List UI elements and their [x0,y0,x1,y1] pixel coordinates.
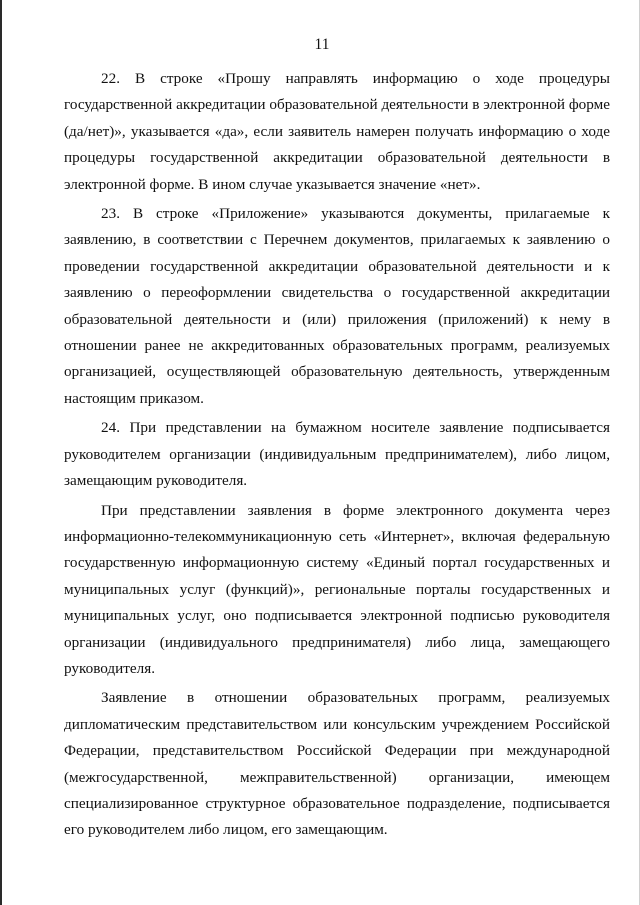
paragraph-24: 24. При представлении на бумажном носителе заявление подписывается руководителем организации (индивидуальным предпринимателем), либо лицом, замещающим руководителя. [64,419,610,490]
paragraph-electronic-signature: При представлении заявления в форме электронного документа через информационно-телекоммуникационную сеть «Интернет», включая федеральную государственную информационную систему «Единый портал государственных и муниципальных услуг (функций)», региональные порталы государственных и муниципальных услуг, оно подписывается электронной подписью руководителя организации (индивидуального предпринимателя) либо лица, замещающего руководителя. [64,501,610,677]
paragraph-diplomatic-representation: Заявление в отношении образовательных программ, реализуемых дипломатическим представительством или консульским учреждением Российской Федерации, представительством Российской Федерации при международной (межгосударственной, межправительственной) организации, имеющем специализированное структурное образовательное подразделение, подписывается его руководителем либо лицом, его замещающим. [64,689,610,839]
page-number: 11 [314,36,330,53]
paragraph-23: 23. В строке «Приложение» указываются документы, прилагаемые к заявлению, в соответствии с Перечнем документов, прилагаемых к заявлению о проведении государственной аккредитации образовательной деятельности и к заявлению о переоформлении свидетельства о государственной аккредитации образовательной деятельности и (или) приложения (приложений) к нему в отношении ранее не аккредитованных образовательных программ, реализуемых организацией, осуществляющей образовательную деятельность, утвержденным настоящим приказом. [64,205,610,407]
paragraph-22: 22. В строке «Прошу направлять информацию о ходе процедуры государственной аккредитации образовательной деятельности в электронной форме (да/нет)», указывается «да», если заявитель намерен получать информацию о ходе процедуры государственной аккредитации образовательной деятельности в электронной форме. В ином случае указывается значение «нет». [64,70,610,193]
document-body [64,66,610,844]
